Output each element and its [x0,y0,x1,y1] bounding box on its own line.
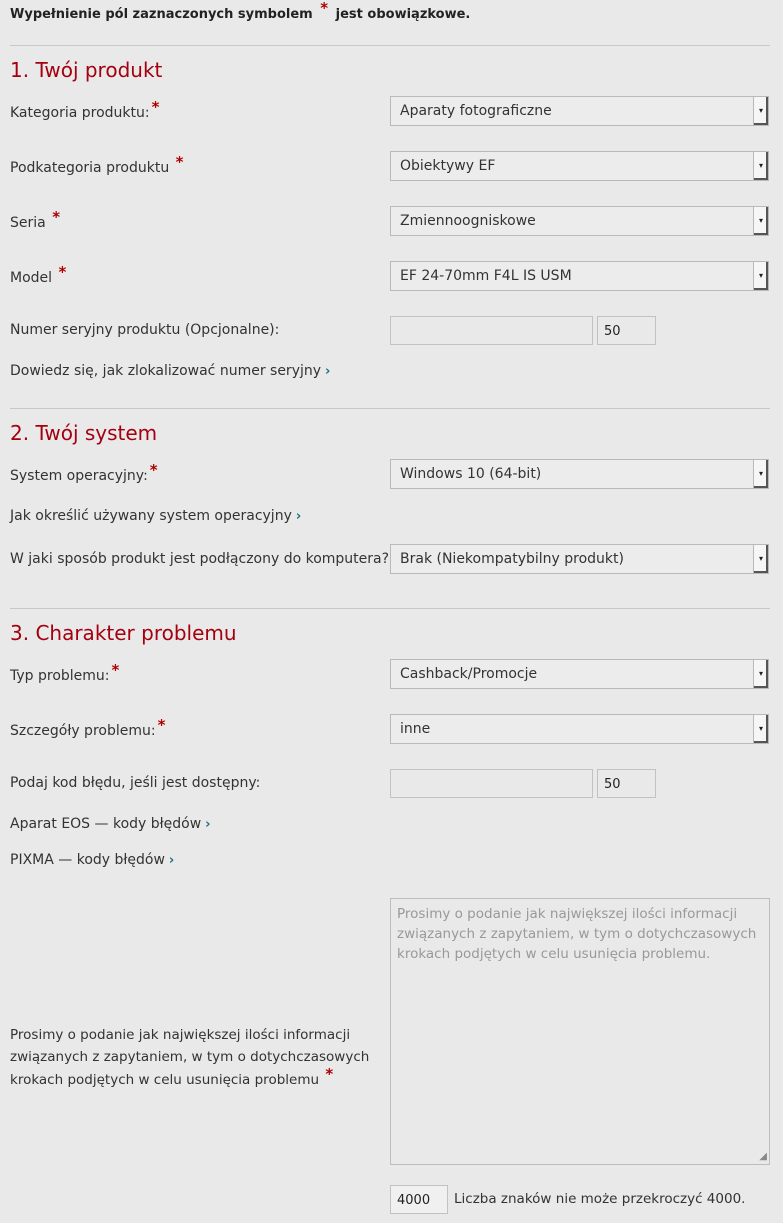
chevron-right-icon: › [205,817,211,832]
serial-number-char-counter: 50 [597,316,656,345]
pixma-error-codes-link[interactable]: PIXMA — kody błędów › [10,852,175,868]
serial-number-label: Numer seryjny produktu (Opcjonalne): [10,322,280,338]
notice-text-after: jest obowiązkowe. [335,7,471,22]
resize-handle-icon[interactable]: ◢ [759,1151,767,1162]
required-star: * [175,153,184,171]
error-code-char-counter: 50 [597,769,656,798]
connection-label: W jaki sposób produkt jest podłączony do komputera? [10,551,390,567]
required-star: * [157,716,166,734]
os-select[interactable] [390,459,769,489]
error-code-input[interactable] [390,769,593,798]
required-star: * [151,98,160,116]
chevron-right-icon: › [325,364,331,379]
description-label: Prosimy o podanie jak największej ilości informacji związanych z zapytaniem, w tym o dotychczasowych krokach podjętych w celu usunięcia problemu * [10,1027,370,1088]
required-star: * [111,661,120,679]
dropdown-arrow-icon: ▾ [753,207,768,235]
divider [10,408,770,409]
serial-number-input[interactable] [390,316,593,345]
category-label: Kategoria produktu: * [10,98,160,121]
required-star: * [52,208,61,226]
chevron-right-icon: › [168,853,175,868]
required-star: * [58,263,67,281]
required-star: * [325,1065,334,1083]
required-star: * [149,461,158,479]
problem-type-select-value: Cashback/Promocje [400,666,538,682]
series-select[interactable] [390,206,769,236]
subcategory-label: Podkategoria produktu * [10,153,184,176]
os-label: System operacyjny: * [10,461,158,484]
dropdown-arrow-icon: ▾ [753,715,768,743]
model-select[interactable] [390,261,769,291]
problem-details-label: Szczegóły problemu: * [10,716,166,739]
dropdown-arrow-icon: ▾ [753,97,768,125]
description-placeholder: Prosimy o podanie jak największej ilości informacji związanych z zapytaniem, w tym o dotychczasowych krokach podjętych w celu usunięcia problemu. [397,906,757,962]
dropdown-arrow-icon: ▾ [753,262,768,290]
description-char-counter: 4000 [390,1185,448,1214]
connection-select-value: Brak (Niekompatybilny produkt) [400,551,624,567]
model-select-value: EF 24-70mm F4L IS USM [400,268,572,284]
series-label: Seria * [10,208,61,231]
notice-text-before: Wypełnienie pól zaznaczonych symbolem [10,7,313,22]
error-code-label: Podaj kod błędu, jeśli jest dostępny: [10,775,261,791]
required-star: * [320,0,329,17]
dropdown-arrow-icon: ▾ [753,152,768,180]
os-help-link[interactable]: Jak określić używany system operacyjny › [10,508,302,524]
problem-type-select[interactable] [390,659,769,689]
problem-details-select[interactable] [390,714,769,744]
subcategory-select-value: Obiektywy EF [400,158,496,174]
section-title-system: 2. Twój system [10,421,158,445]
required-fields-notice [10,0,471,22]
problem-details-select-value: inne [400,721,431,737]
section-title-problem: 3. Charakter problemu [10,621,237,645]
dropdown-arrow-icon: ▾ [753,545,768,573]
model-label: Model * [10,263,67,286]
category-select-value: Aparaty fotograficzne [400,103,552,119]
connection-select[interactable] [390,544,769,574]
divider [10,45,770,46]
chevron-right-icon: › [295,509,302,524]
char-limit-note: Liczba znaków nie może przekroczyć 4000. [454,1191,746,1207]
description-textarea[interactable] [390,898,770,1165]
serial-number-help-link[interactable]: Dowiedz się, jak zlokalizować numer seryjny › [10,363,331,379]
series-select-value: Zmiennoogniskowe [400,213,536,229]
divider [10,608,770,609]
eos-error-codes-link[interactable]: Aparat EOS — kody błędów › [10,816,211,832]
problem-type-label: Typ problemu: * [10,661,120,684]
section-title-product: 1. Twój produkt [10,58,163,82]
subcategory-select[interactable] [390,151,769,181]
dropdown-arrow-icon: ▾ [753,460,768,488]
os-select-value: Windows 10 (64-bit) [400,466,542,482]
dropdown-arrow-icon: ▾ [753,660,768,688]
category-select[interactable] [390,96,769,126]
